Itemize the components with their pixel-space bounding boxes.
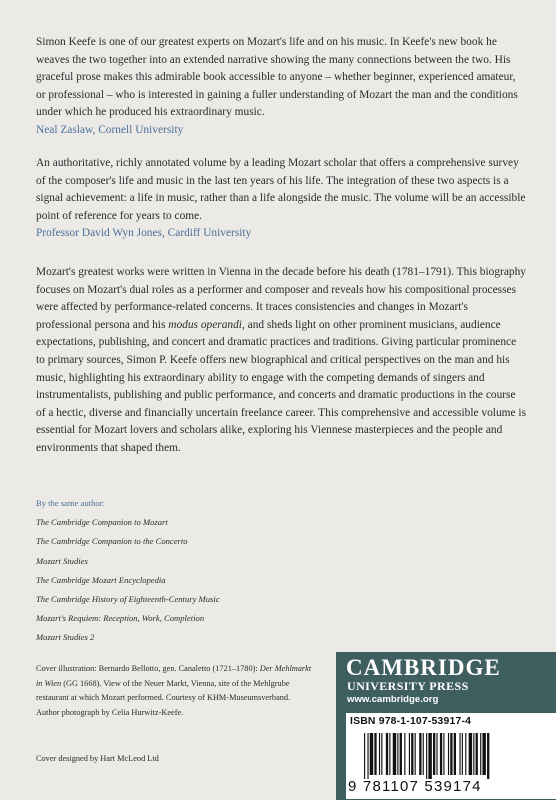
- book-title: Mozart Studies: [36, 555, 88, 566]
- description-text-cont: and sheds light on other prominent musicians, audience expectations, publishing, and concert and dramatic practices and traditions. Giving particular prominence to primary sources, Simon P. Keefe offers new biographical and critical perspectives on the man and his music, highlighting his extraordinary ability to engage with the competing demands of singers and instrumentalists, publishing and public performance, and concerts and dramatic productions in the course of a hectic, diverse and financially uncertain freelance career. This comprehensive and accessible volume is essential for Mozart lovers and scholars alike, exploring his Viennese masterpieces and the people and environments that shaped them.: [36, 318, 526, 454]
- review-quote-text: Simon Keefe is one of our greatest experts on Mozart's life and on his music. In Keefe's new book he weaves the two together into an extended narrative showing the many connections between the two. His graceful prose makes this admirable book accessible to anyone – whether beginner, experienced amateur, or professional – who is interested in gaining a fuller understanding of Mozart the man and the conditions under which he produced his extraordinary music.: [36, 36, 518, 119]
- review-quote-jones: [36, 155, 526, 243]
- description-italic: modus operandi,: [168, 318, 245, 331]
- book-description: [36, 264, 526, 458]
- review-quote-text: An authoritative, richly annotated volume by a leading Mozart scholar that offers a comprehensive survey of the composer's life and music in the last ten years of his life. The integration of these two aspects is a signal achievement: a life in music, rather than a life alongside the music. The volume will be an accessible point of reference for years to come.: [36, 157, 526, 222]
- isbn-text: ISBN 978-1-107-53917-4: [350, 716, 472, 727]
- publisher-box: [336, 652, 556, 800]
- credit-text: Cover illustration: Bernardo Bellotto, gen. Canaletto (1721–1780):: [36, 664, 260, 673]
- barcode-icon: [354, 733, 548, 779]
- publisher-name: CAMBRIDGE: [346, 655, 501, 680]
- photo-credit: Author photograph by Celia Hurwitz-Keefe.: [36, 707, 184, 717]
- book-title: The Cambridge History of Eighteenth-Century Music: [36, 594, 220, 605]
- book-title: The Cambridge Mozart Encyclopedia: [36, 574, 166, 585]
- designer-credit: Cover designed by Hart McLeod Ltd: [36, 754, 159, 763]
- book-title: Mozart Studies 2: [36, 632, 95, 643]
- publisher-press: UNIVERSITY PRESS: [347, 679, 469, 693]
- barcode-area: [346, 713, 556, 799]
- review-quote-zaslaw: [36, 34, 526, 140]
- cover-credits: [36, 662, 316, 720]
- same-author-heading: By the same author:: [36, 498, 105, 508]
- barcode-digits: 9 781107 539174: [348, 778, 482, 795]
- description-text: Mozart's greatest works were written in Vienna in the decade before his death (1781–1791). This biography focuses on Mozart's dual roles as a performer and composer and reveals how his compositional processes were affected by performance-related concerns. It traces consistencies and changes in Mozart's professional persona and his: [36, 266, 526, 331]
- book-title: The Cambridge Companion to Mozart: [36, 517, 168, 528]
- publisher-url: www.cambridge.org: [347, 694, 439, 705]
- book-title: Mozart's Requiem: Reception, Work, Completion: [36, 613, 205, 624]
- review-attribution: Neal Zaslaw, Cornell University: [36, 123, 184, 136]
- painting-title: Der Mehlmarkt in Wien: [36, 664, 312, 688]
- book-title: The Cambridge Companion to the Concerto: [36, 536, 188, 547]
- review-attribution: Professor David Wyn Jones, Cardiff University: [36, 227, 252, 240]
- credit-text-cont: (GG 1668). View of the Neuer Markt, Vienna, site of the Mehlgrube restaurant at which Mozart performed. Courtesy of KHM-Museumsverband.: [36, 678, 291, 703]
- same-author-list: [36, 494, 336, 648]
